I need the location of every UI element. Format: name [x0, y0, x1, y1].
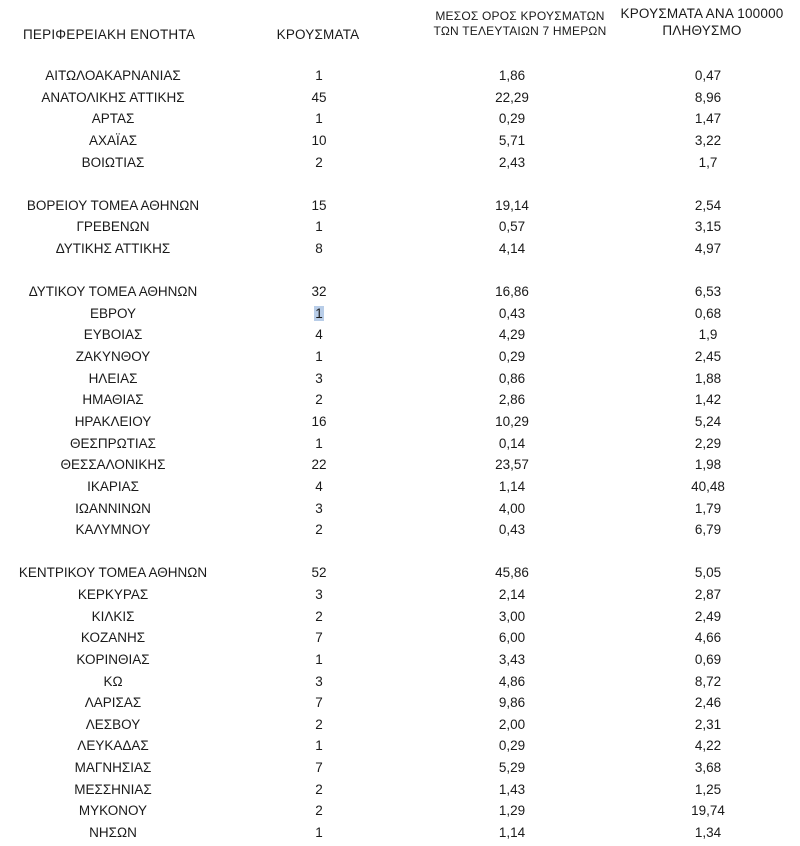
- table-row: [0, 627, 800, 649]
- table-row: [0, 389, 800, 411]
- cases-value: 10: [311, 132, 327, 148]
- table-row: [0, 108, 800, 130]
- cases-value: 1: [315, 435, 323, 451]
- per-100000-value: 2,87: [694, 586, 722, 602]
- per-100000-value: 4,22: [694, 738, 722, 754]
- avg-7-days-value: 6,00: [498, 630, 526, 646]
- table-row: [0, 692, 800, 714]
- header-avg-line1: ΜΕΣΟΣ ΟΡΟΣ ΚΡΟΥΣΜΑΤΩΝ: [435, 9, 605, 23]
- region-name: ΗΡΑΚΛΕΙΟΥ: [74, 413, 152, 429]
- cases-value: 2: [315, 154, 323, 170]
- per-100000-value: 4,66: [694, 630, 722, 646]
- region-name: ΕΥΒΟΙΑΣ: [83, 327, 143, 343]
- avg-7-days-value: 2,00: [498, 716, 526, 732]
- table-row: [0, 454, 800, 476]
- table-row: [0, 671, 800, 693]
- region-name: ΗΛΕΙΑΣ: [88, 370, 138, 386]
- cases-value: 1: [315, 738, 323, 754]
- region-name: ΜΥΚΟΝΟΥ: [78, 803, 148, 819]
- per-100000-value: 1,9: [698, 327, 718, 343]
- cases-value: 4: [315, 478, 323, 494]
- per-100000-value: 1,34: [694, 825, 722, 840]
- cases-value: 1: [315, 68, 323, 83]
- region-name: ΙΩΑΝΝΙΝΩΝ: [75, 500, 151, 516]
- per-100000-value: 40,48: [691, 478, 725, 494]
- table-row: [0, 779, 800, 801]
- header-cases: ΚΡΟΥΣΜΑΤΑ: [276, 27, 360, 42]
- table-row: [0, 562, 800, 584]
- region-name: ΗΜΑΘΙΑΣ: [82, 392, 144, 408]
- cases-value: 8: [315, 240, 323, 256]
- per-100000-value: 2,45: [694, 349, 722, 365]
- avg-7-days-value: 3,43: [498, 651, 526, 667]
- table-row: [0, 324, 800, 346]
- cases-value: 1: [315, 349, 323, 365]
- per-100000-value: 1,7: [698, 154, 718, 170]
- table-row: [0, 735, 800, 757]
- cases-value: 45: [311, 89, 327, 105]
- cases-value: 7: [315, 630, 323, 646]
- per-100000-value: 3,15: [694, 219, 722, 235]
- region-name: ΑΧΑΪΑΣ: [88, 132, 138, 148]
- table-row: [0, 152, 800, 174]
- region-name: ΛΕΣΒΟΥ: [85, 716, 141, 732]
- cases-value: 7: [315, 695, 323, 711]
- cases-value: [269, 303, 369, 325]
- cases-value: 1: [315, 825, 323, 840]
- table-row: [0, 498, 800, 520]
- cases-value: 2: [315, 781, 323, 797]
- region-name: ΕΒΡΟΥ: [89, 305, 137, 321]
- avg-7-days-value: 1,14: [498, 825, 526, 840]
- cases-value: 1: [315, 651, 323, 667]
- avg-7-days-value: 2,14: [498, 586, 526, 602]
- avg-7-days-value: 1,43: [498, 781, 526, 797]
- region-name: ΜΕΣΣΗΝΙΑΣ: [74, 781, 152, 797]
- table-row: [0, 303, 800, 325]
- avg-7-days-value: 0,29: [498, 111, 526, 127]
- region-name: ΚΟΖΑΝΗΣ: [80, 630, 146, 646]
- table-row: [0, 87, 800, 109]
- table-body: [0, 65, 800, 844]
- cases-value: 1: [315, 111, 323, 127]
- cases-value: 2: [315, 608, 323, 624]
- table-row: [0, 346, 800, 368]
- region-name: ΚΟΡΙΝΘΙΑΣ: [76, 651, 150, 667]
- per-100000-value: 0,68: [694, 305, 722, 321]
- cases-value: 1: [315, 219, 323, 235]
- per-100000-value: 19,74: [691, 803, 725, 819]
- cases-value: 22: [311, 457, 327, 473]
- per-100000-value: 2,54: [694, 197, 722, 213]
- region-name: ΝΗΣΩΝ: [89, 825, 137, 840]
- region-name: ΒΟΙΩΤΙΑΣ: [81, 154, 145, 170]
- region-name: ΔΥΤΙΚΟΥ ΤΟΜΕΑ ΑΘΗΝΩΝ: [28, 284, 198, 300]
- avg-7-days-value: 22,29: [495, 89, 529, 105]
- table-row: [0, 65, 800, 87]
- cases-value: 3: [315, 586, 323, 602]
- region-name: ΚΙΛΚΙΣ: [91, 608, 135, 624]
- avg-7-days-value: 1,86: [498, 68, 526, 83]
- per-100000-value: 3,68: [694, 760, 722, 776]
- region-name: ΘΕΣΠΡΩΤΙΑΣ: [69, 435, 157, 451]
- region-name: ΓΡΕΒΕΝΩΝ: [76, 219, 150, 235]
- cases-value: 4: [315, 327, 323, 343]
- avg-7-days-value: 4,00: [498, 500, 526, 516]
- cases-value: 15: [311, 197, 327, 213]
- region-name: ΘΕΣΣΑΛΟΝΙΚΗΣ: [60, 457, 166, 473]
- avg-7-days-value: 4,86: [498, 673, 526, 689]
- header-per-line1: ΚΡΟΥΣΜΑΤΑ ΑΝΑ 100000: [620, 6, 784, 21]
- avg-7-days-value: 4,29: [498, 327, 526, 343]
- table-row: [0, 757, 800, 779]
- table-row: [0, 800, 800, 822]
- region-name: ΖΑΚΥΝΘΟΥ: [75, 349, 151, 365]
- table-row: [0, 433, 800, 455]
- avg-7-days-value: 2,86: [498, 392, 526, 408]
- table-row: [0, 649, 800, 671]
- cases-value: 16: [311, 413, 327, 429]
- table-row: [0, 714, 800, 736]
- avg-7-days-value: 4,14: [498, 240, 526, 256]
- per-100000-value: 5,24: [694, 413, 722, 429]
- per-100000-value: 2,29: [694, 435, 722, 451]
- per-100000-value: 1,98: [694, 457, 722, 473]
- avg-7-days-value: 5,29: [498, 760, 526, 776]
- table-row: [0, 411, 800, 433]
- avg-7-days-value: 1,14: [498, 478, 526, 494]
- header-region: ΠΕΡΙΦΕΡΕΙΑΚΗ ΕΝΟΤΗΤΑ: [22, 27, 196, 42]
- avg-7-days-value: 0,29: [498, 349, 526, 365]
- region-name: ΑΡΤΑΣ: [91, 111, 135, 127]
- avg-7-days-value: 0,57: [498, 219, 526, 235]
- per-100000-value: 2,46: [694, 695, 722, 711]
- avg-7-days-value: 16,86: [495, 284, 529, 300]
- per-100000-value: 8,72: [694, 673, 722, 689]
- per-100000-value: 1,47: [694, 111, 722, 127]
- cases-value: 2: [315, 392, 323, 408]
- header-avg-7-days: [420, 9, 620, 39]
- avg-7-days-value: 0,43: [498, 305, 526, 321]
- per-100000-value: 8,96: [694, 89, 722, 105]
- region-name: ΚΕΝΤΡΙΚΟΥ ΤΟΜΕΑ ΑΘΗΝΩΝ: [18, 565, 208, 581]
- table-row: [0, 476, 800, 498]
- header-per-100000: [604, 5, 800, 39]
- cases-value: 2: [315, 522, 323, 538]
- avg-7-days-value: 0,86: [498, 370, 526, 386]
- region-name: ΔΥΤΙΚΗΣ ΑΤΤΙΚΗΣ: [55, 240, 171, 256]
- per-100000-value: 5,05: [694, 565, 722, 581]
- table-row: [0, 606, 800, 628]
- region-name: ΑΙΤΩΛΟΑΚΑΡΝΑΝΙΑΣ: [45, 68, 181, 83]
- cases-value: 32: [311, 284, 327, 300]
- table-row: [0, 130, 800, 152]
- per-100000-value: 0,69: [694, 651, 722, 667]
- table-row: [0, 195, 800, 217]
- region-name: ΚΩ: [103, 673, 123, 689]
- avg-7-days-value: 0,43: [498, 522, 526, 538]
- region-name: ΑΝΑΤΟΛΙΚΗΣ ΑΤΤΙΚΗΣ: [41, 89, 185, 105]
- avg-7-days-value: 9,86: [498, 695, 526, 711]
- per-100000-value: 2,49: [694, 608, 722, 624]
- per-100000-value: 1,88: [694, 370, 722, 386]
- per-100000-value: 3,22: [694, 132, 722, 148]
- per-100000-value: 0,47: [694, 68, 722, 83]
- table-row: [0, 822, 800, 844]
- table-row: [0, 216, 800, 238]
- table-row: [0, 238, 800, 260]
- avg-7-days-value: 0,14: [498, 435, 526, 451]
- table-row: [0, 519, 800, 541]
- selected-text: 1: [315, 305, 323, 321]
- avg-7-days-value: 5,71: [498, 132, 526, 148]
- region-name: ΛΑΡΙΣΑΣ: [84, 695, 142, 711]
- per-100000-value: 1,42: [694, 392, 722, 408]
- cases-value: 52: [311, 565, 327, 581]
- table-row: [0, 368, 800, 390]
- cases-value: 2: [315, 716, 323, 732]
- region-name: ΒΟΡΕΙΟΥ ΤΟΜΕΑ ΑΘΗΝΩΝ: [26, 197, 200, 213]
- region-name: ΚΕΡΚΥΡΑΣ: [77, 586, 149, 602]
- avg-7-days-value: 23,57: [495, 457, 529, 473]
- cases-value: 2: [315, 803, 323, 819]
- cases-value: 3: [315, 673, 323, 689]
- header-avg-line2: ΤΩΝ ΤΕΛΕΥΤΑΙΩΝ 7 ΗΜΕΡΩΝ: [433, 24, 607, 38]
- avg-7-days-value: 45,86: [495, 565, 529, 581]
- per-100000-value: 1,79: [694, 500, 722, 516]
- region-name: ΚΑΛΥΜΝΟΥ: [75, 522, 151, 538]
- avg-7-days-value: 3,00: [498, 608, 526, 624]
- table-row: [0, 281, 800, 303]
- region-name: ΛΕΥΚΑΔΑΣ: [77, 738, 149, 754]
- per-100000-value: 6,79: [694, 522, 722, 538]
- cases-value: 3: [315, 370, 323, 386]
- table-header: [0, 0, 800, 50]
- header-per-line2: ΠΛΗΘΥΣΜΟ: [662, 23, 742, 38]
- per-100000-value: 1,25: [694, 781, 722, 797]
- cases-value: 7: [315, 760, 323, 776]
- per-100000-value: 4,97: [694, 240, 722, 256]
- avg-7-days-value: 1,29: [498, 803, 526, 819]
- avg-7-days-value: 2,43: [498, 154, 526, 170]
- table-row: [0, 584, 800, 606]
- avg-7-days-value: 19,14: [495, 197, 529, 213]
- per-100000-value: 6,53: [694, 284, 722, 300]
- avg-7-days-value: 0,29: [498, 738, 526, 754]
- avg-7-days-value: 10,29: [495, 413, 529, 429]
- per-100000-value: 2,31: [694, 716, 722, 732]
- cases-value: 3: [315, 500, 323, 516]
- region-name: ΜΑΓΝΗΣΙΑΣ: [74, 760, 152, 776]
- region-name: ΙΚΑΡΙΑΣ: [87, 478, 139, 494]
